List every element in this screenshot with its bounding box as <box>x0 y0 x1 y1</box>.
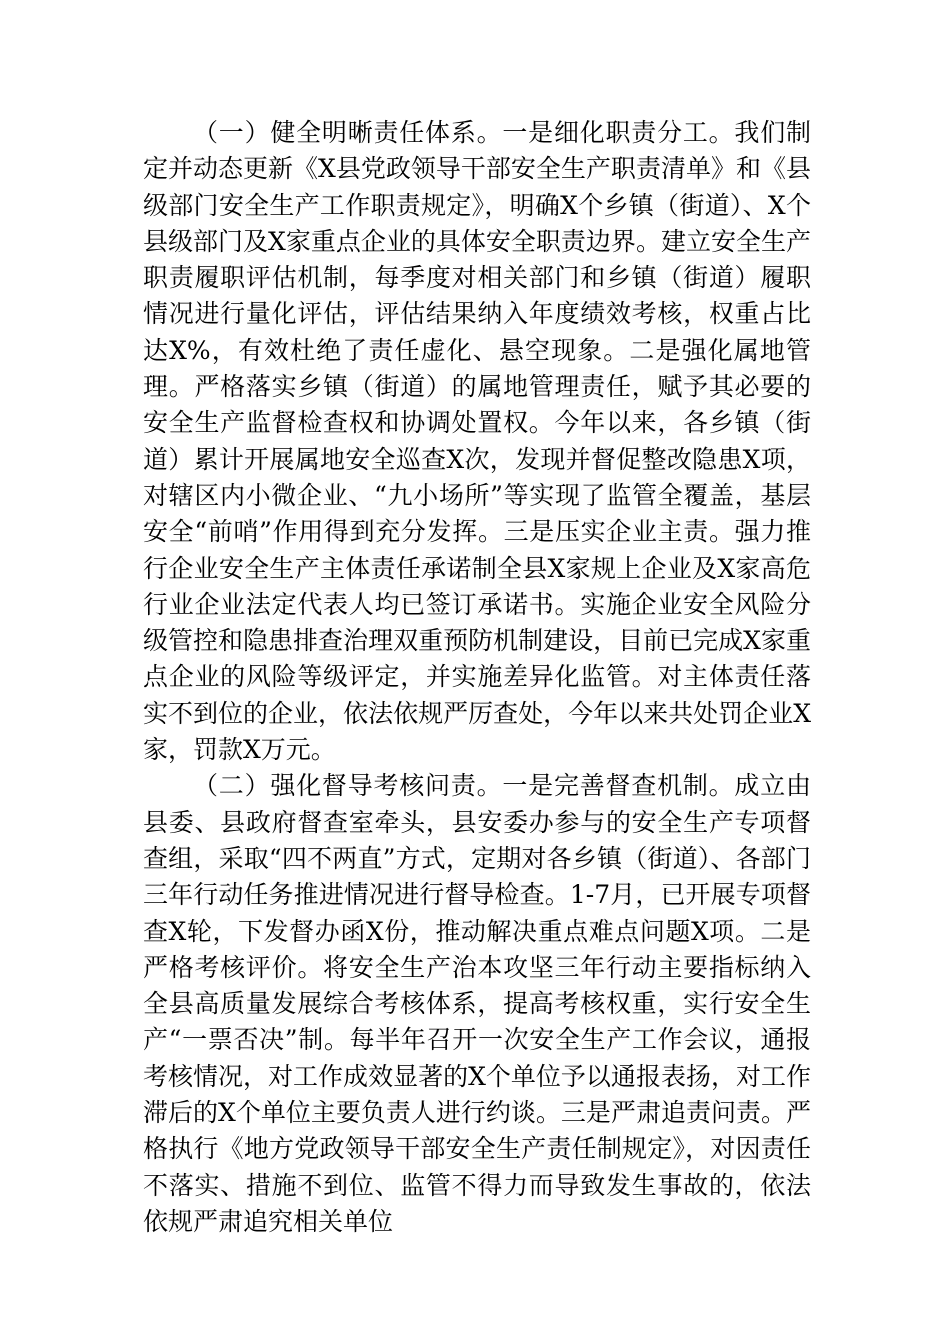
paragraph-supervision-assessment: （二）强化督导考核问责。一是完善督查机制。成立由县委、县政府督查室牵头，县安委办参与的安全生产专项督查组，采取“四不两直”方式，定期对各乡镇（街道）、各部门三年行动任务推进情况进行督导检查。1-7月，已开展专项督查X轮，下发督办函X份，推动解决重点难点问题X项。二是严格考核评价。将安全生产治本攻坚三年行动主要指标纳入全县高质量发展综合考核体系，提高考核权重，实行安全生产“一票否决”制。每半年召开一次安全生产工作会议，通报考核情况，对工作成效显著的X个单位予以通报表扬，对工作滞后的X个单位主要负责人进行约谈。三是严肃追责问责。严格执行《地方党政领导干部安全生产责任制规定》，对因责任不落实、措施不到位、监管不得力而导致发生事故的，依法依规严肃追究相关单位 <box>143 771 811 1236</box>
paragraph-responsibility-system: （一）健全明晰责任体系。一是细化职责分工。我们制定并动态更新《X县党政领导干部安全生产职责清单》和《县级部门安全生产工作职责规定》，明确X个乡镇（街道）、X个县级部门及X家重点企业的具体安全职责边界。建立安全生产职责履职评估机制，每季度对相关部门和乡镇（街道）履职情况进行量化评估，评估结果纳入年度绩效考核，权重占比达X%，有效杜绝了责任虚化、悬空现象。二是强化属地管理。严格落实乡镇（街道）的属地管理责任，赋予其必要的安全生产监督检查权和协调处置权。今年以来，各乡镇（街道）累计开展属地安全巡查X次，发现并督促整改隐患X项，对辖区内小微企业、“九小场所”等实现了监管全覆盖，基层安全“前哨”作用得到充分发挥。三是压实企业主责。强力推行企业安全生产主体责任承诺制全县X家规上企业及X家高危行业企业法定代表人均已签订承诺书。实施企业安全风险分级管控和隐患排查治理双重预防机制建设，目前已完成X家重点企业的风险等级评定，并实施差异化监管。对主体责任落实不到位的企业，依法依规严厉查处，今年以来共处罚企业X家，罚款X万元。 <box>143 118 811 765</box>
document-body <box>143 115 811 1240</box>
